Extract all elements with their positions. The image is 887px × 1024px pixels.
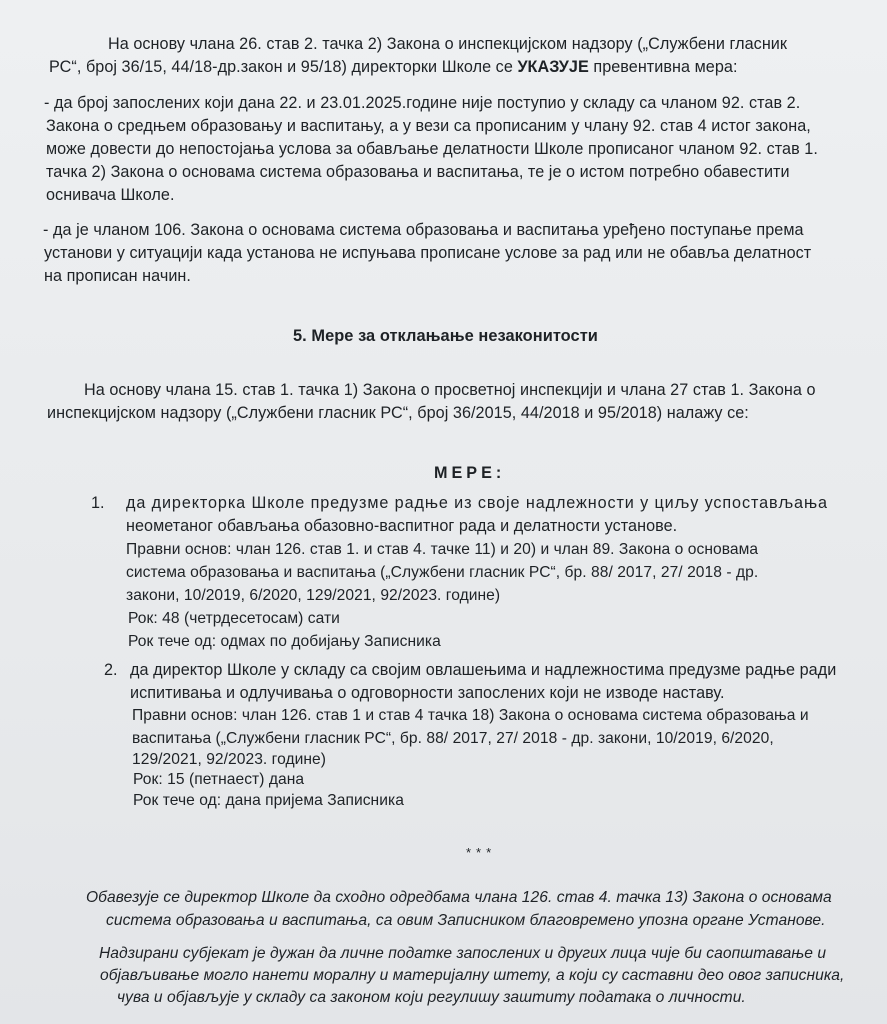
closing-p1-line-2: система образовања и васпитања, са овим Записником благовремено упозна органе Установе.: [106, 912, 826, 929]
intro-line-2-post: превентивна мера:: [588, 58, 738, 76]
measure-2-deadline-start: Рок тече од: дана пријема Записника: [133, 792, 404, 809]
measure-1-text-line-1: да директорка Школе предузме радње из своје надлежности у циљу успостављања: [126, 494, 828, 512]
intro-emphasis: УКАЗУЈЕ: [517, 58, 589, 76]
closing-p2-line-1: Надзирани субјекат је дужан да личне податке запослених и других лица чије би саопштавање и: [99, 945, 827, 962]
closing-p1-line-1: Обавезује се директор Школе да сходно одредбама члана 126. став 4. тачка 13) Закона о основама: [86, 889, 832, 906]
measure-2-text-line-1: да директор Школе у складу са својим овлашењима и надлежностима предузме радње ради: [130, 661, 837, 679]
closing-p2-line-2: објављивање могло нанети моралну и материјалну штету, а који су саставни део овог записника,: [100, 967, 845, 984]
measure-1-legal-line-3-text: закони, 10/2019, 6/2020, 129/2021, 92/2023. године): [126, 587, 501, 604]
measure-2-legal-line-2: васпитања („Службени гласник РС“, бр. 88/ 2017, 27/ 2018 - др. закони, 10/2019, 6/2020,: [132, 730, 774, 747]
bullet-1-line-5: оснивача Школе.: [46, 186, 175, 204]
measure-1-number: 1.: [91, 494, 105, 512]
intro-line-1: На основу члана 26. став 2. тачка 2) Закона о инспекцијском надзору („Службени гласник: [108, 35, 788, 53]
intro-line-2: [49, 56, 738, 78]
measure-1-legal-line-2: система образовања и васпитања („Службени гласник РС“, бр. 88/ 2017, 27/ 2018 - др.: [126, 564, 759, 581]
measure-1-deadline: Рок: 48 (четрдесетосам) сати: [128, 610, 340, 627]
intro-line-2-pre: РС“, број 36/15, 44/18-др.закон и 95/18) директорки Школе се: [49, 58, 518, 76]
measures-heading: МЕРЕ:: [434, 464, 506, 482]
bullet-1-line-1: - да број запослених који дана 22. и 23.01.2025.године није поступио у складу са чланом 92. став 2.: [44, 94, 801, 112]
measure-1-legal-line-3: [126, 585, 500, 607]
measure-2-legal-line-3: 129/2021, 92/2023. године): [132, 751, 326, 768]
measure-1-legal-line-1: Правни основ: члан 126. став 1. и став 4. тачке 11) и 20) и члан 89. Закона о основама: [126, 541, 759, 558]
section-5-para-line-2: инспекцијском надзору („Службени гласник РС“, број 36/2015, 44/2018 и 95/2018) налажу се:: [47, 404, 749, 422]
measure-2-deadline: Рок: 15 (петнаест) дана: [133, 771, 305, 788]
measure-2-number: 2.: [104, 661, 118, 679]
measure-1-deadline-start: Рок тече од: одмах по добијању Записника: [128, 633, 441, 650]
measure-2-text-line-2: испитивања и одлучивања о одговорности запослених који не изводе наставу.: [130, 684, 725, 702]
bullet-2-line-3: на прописан начин.: [44, 267, 191, 285]
section-5-title: 5. Мере за отклањање незаконитости: [293, 327, 598, 345]
measure-2-legal-line-1: Правни основ: члан 126. став 1 и став 4 тачка 18) Закона о основама система образовања и: [132, 707, 809, 724]
bullet-1-line-4: тачка 2) Закона о основама система образовања и васпитања, те је о истом потребно обавестити: [46, 163, 790, 181]
measure-1-text-line-2: неометаног обављања обазовно-васпитног рада и делатности установе.: [126, 517, 678, 535]
section-5-para-line-1: На основу члана 15. став 1. тачка 1) Закона о просветној инспекцији и члана 27 став 1. Закона о: [84, 381, 816, 399]
bullet-2-line-1: - да је чланом 106. Закона о основама система образовања и васпитања уређено поступање према: [43, 221, 804, 239]
closing-p2-line-3: чува и објављује у складу са законом који регулишу заштиту података о личности.: [117, 989, 746, 1006]
bullet-1-line-2: Закона о средњем образовању и васпитању, а у вези са прописаним у члану 92. став 4 истог закона,: [46, 117, 811, 135]
bullet-1-line-3: може довести до непостојања услова за обављање делатности Школе прописаног чланом 92. став 1.: [46, 140, 818, 158]
separator-stars: ***: [466, 845, 497, 860]
bullet-2-line-2: установи у ситуацији када установа не испуњава прописане услове за рад или не обавља делатност: [44, 244, 812, 262]
